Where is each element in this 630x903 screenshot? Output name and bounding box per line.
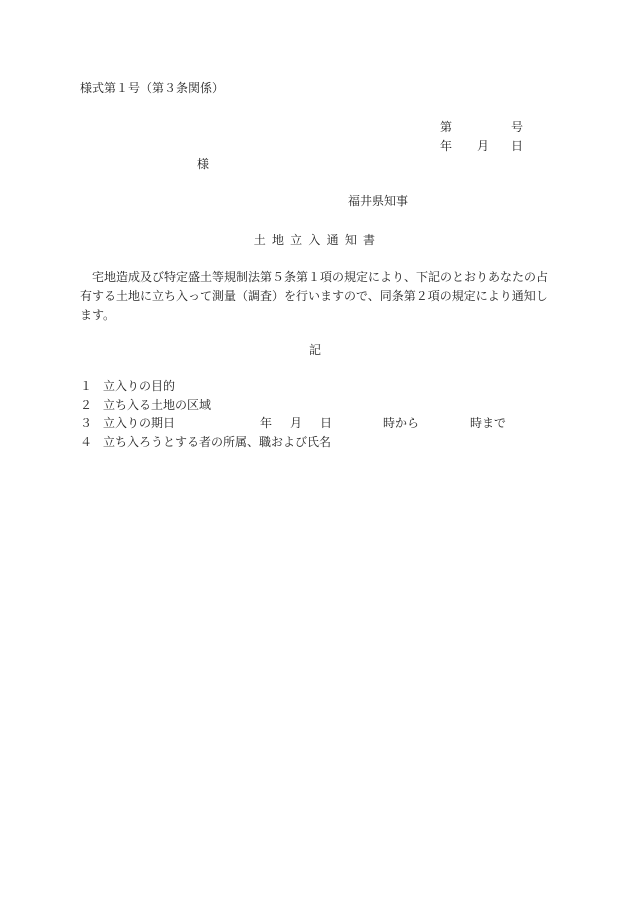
addressee-honorific: 様: [197, 157, 210, 171]
item-label: 立ち入ろうとする者の所属、職および氏名: [103, 435, 332, 449]
item-number: ２: [80, 398, 93, 412]
body-paragraph: [80, 268, 552, 325]
item-number: ３: [80, 416, 93, 430]
item-number: ４: [80, 435, 93, 449]
item-label: 立ち入る土地の区域: [103, 398, 212, 412]
document-title: 土 地 立 入 通 知 書: [253, 233, 377, 247]
period-year-label: 年: [260, 416, 273, 430]
form-number: 様式第１号（第３条関係）: [80, 81, 225, 95]
date-year-label: 年: [440, 139, 453, 153]
ki-heading: 記: [308, 343, 321, 357]
body-line: 有する土地に立ち入って測量（調査）を行いますので、同条第２項の規定により通知し: [80, 289, 548, 303]
item-number: １: [80, 379, 93, 393]
issuer-name: 福井県知事: [348, 194, 409, 208]
item-label: 立入りの期日: [103, 416, 176, 430]
period-until-label: 時まで: [470, 416, 507, 430]
period-month-label: 月: [290, 416, 303, 430]
period-day-label: 日: [320, 416, 333, 430]
document-number-prefix: 第: [440, 120, 453, 134]
date-month-label: 月: [477, 139, 490, 153]
item-label: 立入りの目的: [103, 379, 176, 393]
body-line: 宅地造成及び特定盛土等規制法第５条第１項の規定により、下記のとおりあなたの占: [80, 270, 549, 284]
document-number-suffix: 号: [511, 120, 524, 134]
body-line: ます。: [80, 308, 116, 322]
date-day-label: 日: [511, 139, 524, 153]
period-from-label: 時から: [383, 416, 420, 430]
